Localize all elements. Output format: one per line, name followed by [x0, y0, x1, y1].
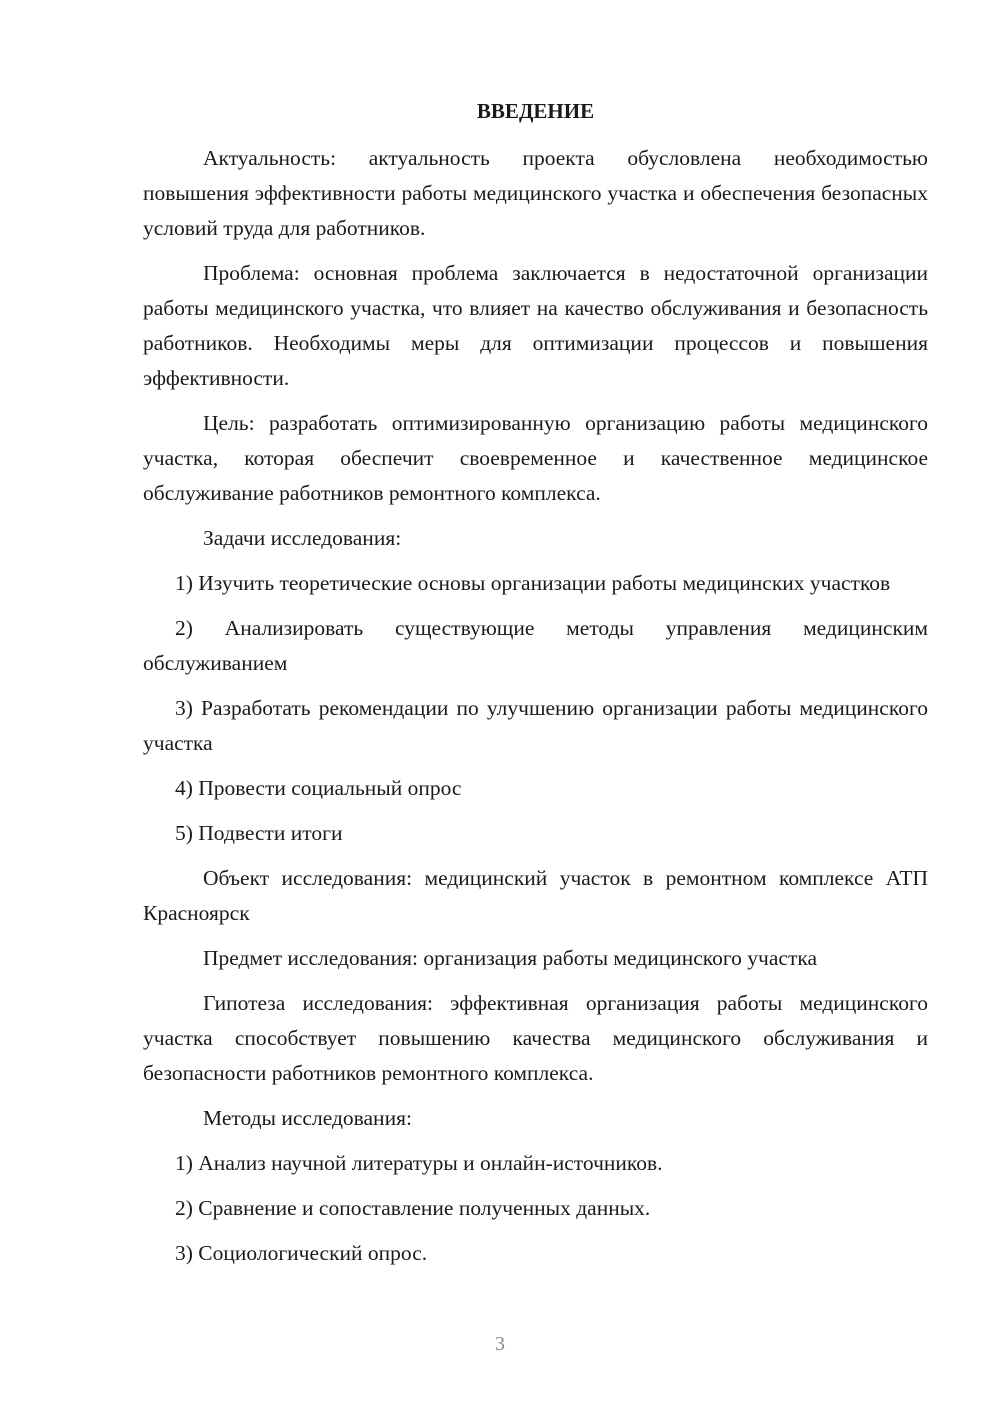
relevance-paragraph: Актуальность: актуальность проекта обусловлена необходимостью повышения эффективности работы медицинского участка и обеспечения безопасных условий труда для работников.: [143, 146, 928, 240]
methods-heading: Методы исследования:: [203, 1106, 412, 1130]
task-item-3: 3) Разработать рекомендации по улучшению организации работы медицинского участка: [143, 696, 928, 755]
document-page: [143, 96, 928, 1281]
task-item-4: 4) Провести социальный опрос: [175, 776, 462, 800]
page-number: 3: [495, 1333, 505, 1355]
method-item-2: 2) Сравнение и сопоставление полученных данных.: [175, 1196, 651, 1220]
problem-paragraph: Проблема: основная проблема заключается в недостаточной организации работы медицинского участка, что влияет на качество обслуживания и безопасность работников. Необходимы меры для оптимизации процессов и повышения эффективности.: [143, 261, 928, 390]
hypothesis-paragraph: Гипотеза исследования: эффективная организация работы медицинского участка способствует повышению качества медицинского обслуживания и безопасности работников ремонтного комплекса.: [143, 991, 928, 1085]
method-item-1: 1) Анализ научной литературы и онлайн-источников.: [175, 1151, 663, 1175]
page-title: ВВЕДЕНИЕ: [476, 99, 595, 123]
subject-paragraph: Предмет исследования: организация работы медицинского участка: [203, 946, 818, 970]
task-item-2: 2) Анализировать существующие методы управления медицинским обслуживанием: [143, 616, 928, 675]
goal-paragraph: Цель: разработать оптимизированную организацию работы медицинского участка, которая обеспечит своевременное и качественное медицинское обслуживание работников ремонтного комплекса.: [143, 411, 928, 505]
tasks-heading: Задачи исследования:: [203, 526, 402, 550]
task-item-5: 5) Подвести итоги: [175, 821, 343, 845]
task-item-1: 1) Изучить теоретические основы организации работы медицинских участков: [175, 571, 891, 595]
object-paragraph: Объект исследования: медицинский участок в ремонтном комплексе АТП Красноярск: [143, 866, 928, 925]
method-item-3: 3) Социологический опрос.: [175, 1241, 428, 1265]
